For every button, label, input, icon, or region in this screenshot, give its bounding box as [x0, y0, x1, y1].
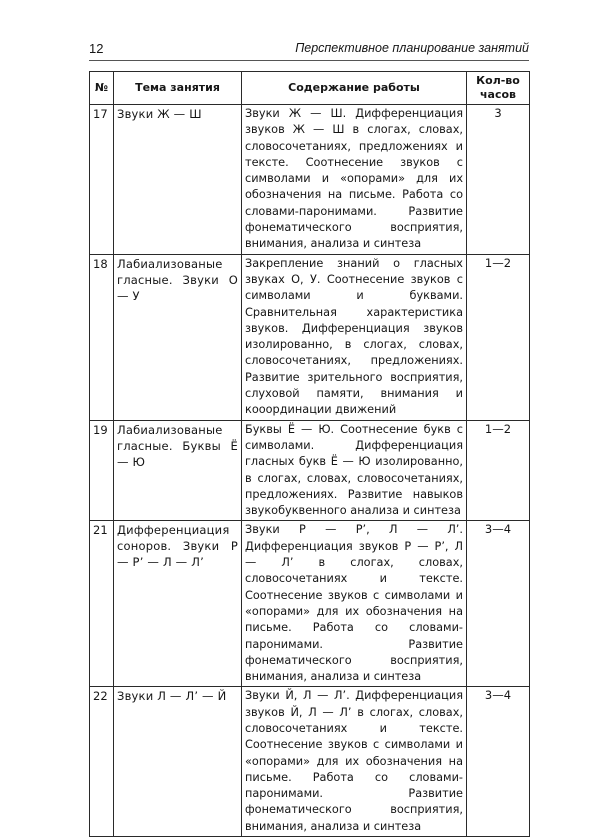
- row-hours: 1—2: [467, 420, 530, 521]
- column-header-hours: Кол-во часов: [467, 72, 530, 105]
- row-topic: Звуки Л — Л’ — Й: [114, 687, 242, 837]
- row-topic: Звуки Ж — Ш: [114, 105, 242, 255]
- row-content: Звуки Р — Р’, Л — Л’. Дифференциация звуков Р — Р’, Л — Л’ в слогах, словах, словосочетаниях и тексте. Соотнесение звуков с символами и «опорами» для их обозначения на письме. Работа со словами-паронимами. Развитие фонематического восприятия, внимания, анализа и синтеза: [242, 521, 467, 687]
- column-header-number: №: [90, 72, 114, 105]
- running-head: [89, 38, 529, 61]
- column-header-content: Содержание работы: [242, 72, 467, 105]
- table-header-row: [90, 72, 530, 105]
- row-topic: Дифференциация соноров. Звуки Р — Р’ — Л — Л’: [114, 521, 242, 687]
- row-hours: 3—4: [467, 687, 530, 837]
- row-number: 21: [90, 521, 114, 687]
- table-row: [90, 420, 530, 521]
- table-row: [90, 521, 530, 687]
- row-number: 18: [90, 254, 114, 420]
- row-content: Закрепление знаний о гласных звуках О, У. Соотнесение звуков с символами и буквами. Сравнительная характеристика звуков. Дифференциация звуков изолированно, в слогах, словах, словосочетаниях, предложениях. Развитие зрительного восприятия, слуховой памяти, внимания и кооординации движений: [242, 254, 467, 420]
- row-content: Буквы Ё — Ю. Соотнесение букв с символами. Дифференциация гласных букв Ё — Ю изолированно, в слогах, словах, словосочетаниях, предложениях. Развитие навыков звукобуквенного анализа и синтеза: [242, 420, 467, 521]
- row-topic: Лабиализованые гласные. Буквы Ё — Ю: [114, 420, 242, 521]
- row-hours: 3—4: [467, 521, 530, 687]
- page-number: 12: [89, 41, 104, 56]
- row-number: 17: [90, 105, 114, 255]
- row-hours: 3: [467, 105, 530, 255]
- row-content: Звуки Й, Л — Л’. Дифференциация звуков Й, Л — Л’ в слогах, словах, словосочетаниях и тексте. Соотнесение звуков с символами и «опорами» для их обозначения на письме. Работа со словами-паронимами. Развитие фонематического восприятия, внимания, анализа и синтеза: [242, 687, 467, 837]
- table-row: [90, 105, 530, 255]
- row-topic: Лабиализованые гласные. Звуки О — У: [114, 254, 242, 420]
- row-number: 22: [90, 687, 114, 837]
- document-page: [89, 38, 529, 837]
- column-header-topic: Тема занятия: [114, 72, 242, 105]
- row-number: 19: [90, 420, 114, 521]
- row-content: Звуки Ж — Ш. Дифференциация звуков Ж — Ш в слогах, словах, словосочетаниях, предложениях и тексте. Соотнесение звуков с символами и «опорами» для их обозначения на письме. Работа со словами-паронимами. Развитие фонематического восприятия, внимания, анализа и синтеза: [242, 105, 467, 255]
- running-title: Перспективное планирование занятий: [295, 41, 529, 55]
- table-row: [90, 687, 530, 837]
- table-row: [90, 254, 530, 420]
- lesson-plan-table: [89, 71, 530, 837]
- row-hours: 1—2: [467, 254, 530, 420]
